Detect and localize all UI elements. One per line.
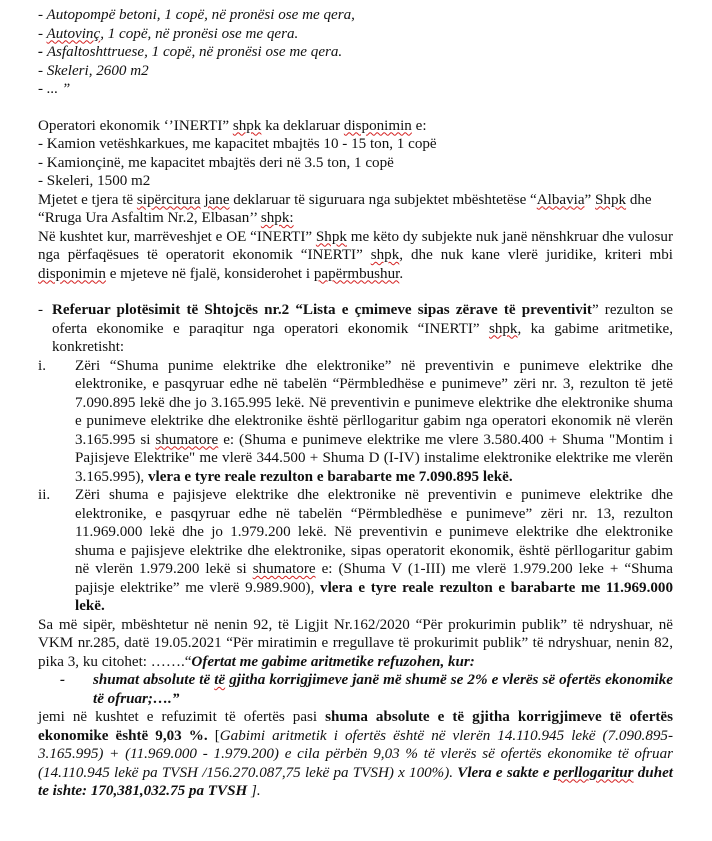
list-dash: - [38, 62, 47, 79]
spellcheck-word: të [214, 672, 226, 688]
declared-intro [38, 117, 673, 136]
text: Sa më sipër, mbështetur në nenin 92, të Ligjit Nr.162/2020 “Për prokurimin publik” të ndryshuar, në VKM nr.285, datë 19.05.2021 “Për miratimin e rregullave të prokurimit publik” të ndryshuar, nenin 82, pika 3, ku citohet: …….“ [38, 616, 673, 670]
text: Mjetet e tjera të [38, 191, 137, 208]
spellcheck-word: sipërcitura [136, 191, 201, 208]
text: e mjeteve në fjalë, konsiderohet i [105, 265, 314, 282]
declared-item: - Kamionçinë, me kapacitet mbajtës deri në 3.5 ton, 1 copë [38, 154, 394, 171]
text: , ka gabime aritmetike, konkretisht: [52, 320, 673, 355]
item-text: , 1 copë, në pronësi ose me qera. [100, 25, 299, 42]
text: Në kushtet kur, marrëveshjet e OE “INERTI” [38, 228, 316, 245]
text: deklaruar të siguruara nga subjektet mbështetëse “ [229, 191, 537, 208]
spellcheck-word: Autovinç [46, 25, 101, 42]
spellcheck-word: perllogaritur [553, 764, 634, 781]
text: dhe “Rruga Ura Asfaltim Nr.2, Elbasan’’ [38, 191, 652, 226]
text: ” [584, 191, 596, 208]
list-dash: - [38, 302, 44, 318]
item-text: Autopompë betoni, 1 copë, në pronësi ose me qera, [46, 7, 355, 23]
item-i [38, 357, 673, 487]
text: Operatori ekonomik ‘’INERTI” [38, 117, 233, 134]
document-page [38, 6, 673, 801]
declared-item: - Skeleri, 1500 m2 [38, 173, 151, 189]
equipment-item [38, 6, 673, 25]
italic-text: Gabimi aritmetik i ofertës është në vlerën 14.110.945 lekë (7.090.895-3.165.995) + (11.969.000 - 1.979.200) e cila përbën 9,03 % të vlerës së ofertës ekonomike të ofruar (14.110.945 lekë pa TVSH /156.270.087,75 lekë pa TVSH) x 100%). [38, 727, 673, 781]
bold-text: vlera e tyre reale rezulton e barabarte me 7.090.895 lekë. [147, 468, 513, 485]
bold-text: shuma absolute e të gjitha korrigjimeve të ofertës ekonomike është 9,03 %. [38, 709, 673, 744]
text: Zëri shuma e pajisjeve elektrike dhe elektronike në preventivin e punimeve elektrike dhe elektronike, e pasqyruar edhe në tabelën “Përmbledhëse e punimeve” zëri nr. 13, rezulton 11.969.000 lekë dhe jo 1.979.200 lekë. Në preventivin e punimeve elektrike dhe elektronike shuma e pajisjeve elektrike dhe elektronike, sipas operatorit ekonomik, është përllogaritur gabim në vlerën 1.979.200 lekë si [75, 487, 673, 577]
bold-italic-text: duhet te ishte: 170,381,032.75 pa TVSH [38, 764, 673, 799]
conditions-paragraph [38, 228, 673, 284]
spellcheck-word: shpk: [260, 210, 294, 226]
spellcheck-word: Shpk [595, 191, 627, 208]
equipment-item [38, 62, 673, 81]
text: me këto dy subjekte nuk janë nënshkruar dhe vulosur nga përfaqësues të operatorit ekonomik “INERTI” [38, 228, 673, 263]
declared-item: - Kamion vetëshkarkues, me kapacitet mbajtës 10 - 15 ton, 1 copë [38, 136, 437, 152]
declared-section [38, 117, 673, 284]
quoted-condition [38, 671, 673, 708]
spellcheck-word: shumatore [155, 431, 219, 448]
bold-italic-text: Vlera e sakte e [457, 764, 554, 781]
roman-numeral: i. [38, 357, 46, 374]
text: , dhe nuk kane vlerë juridike, kriteri mbi [399, 247, 673, 263]
list-dash: - [38, 81, 47, 97]
text: shumat absolute të [93, 672, 215, 688]
text: Zëri “Shuma punime elektrike dhe elektronike” në preventivin e punimeve elektrike dhe elektronike, e pasqyruar edhe në tabelën “Përmbledhëse e punimeve” zëri nr. 3, rezulton të jetë 7.090.895 lekë dhe jo 3.165.995 lekë. Në preventivin e punimeve elektrike dhe elektronike shuma e punimeve elektrike dhe elektronike është përllogaritur gabim nga operatori ekonomik në vlerën 3.165.995 si [75, 357, 673, 448]
text: gjitha korrigjimeve janë më shumë se 2% e vlerës së ofertës ekonomike të ofruar;….” [93, 672, 673, 707]
text: ka deklaruar [261, 117, 344, 134]
item-ii [38, 486, 673, 616]
text: . [399, 265, 404, 282]
equipment-list [38, 6, 673, 99]
equipment-item [38, 43, 673, 62]
item-text: Skeleri, 2600 m2 [46, 62, 149, 79]
bold-italic-text: Ofertat me gabime aritmetike refuzohen, kur: [191, 653, 475, 670]
spellcheck-word: jane [204, 191, 230, 208]
roman-numeral: ii. [38, 487, 51, 503]
spellcheck-word: Shpk [315, 228, 347, 245]
spellcheck-word: shumatore [252, 561, 316, 577]
bold-text: vlera e tyre reale rezulton e barabarte me 11.969.000 lekë. [75, 579, 673, 614]
list-dash: - [38, 44, 47, 60]
text: e: (Shuma V (1-III) me vlerë 1.979.200 leke + “Shuma pajisje elektrike” me vlerë 9.989.900), [75, 561, 673, 596]
text: e: [411, 117, 427, 134]
spellcheck-word: disponimin [343, 117, 412, 134]
bold-text: Referuar plotësimit të Shtojcës nr.2 “Lista e çmimeve sipas zërave të preventivit [52, 302, 592, 318]
text: [ [207, 727, 220, 744]
equipment-item [38, 25, 673, 44]
list-dash: - [38, 25, 47, 42]
text: e: (Shuma e punimeve elektrike me vlere 3.580.400 + Shuma "Montim i Pajisjeve Elektrike" me vlerë 344.500 + Shuma D (I-IV) instalime elektronike elektrike me vlerën 3.165.995) [75, 431, 673, 485]
item-text: Asfaltoshttruese, 1 copë, në pronësi ose me qera. [46, 44, 343, 60]
referuar-paragraph [38, 301, 673, 357]
spellcheck-word: shpk [232, 117, 262, 134]
conclusion-paragraph [38, 708, 673, 801]
spellcheck-word: shpk [488, 320, 518, 337]
text: ” rezulton se oferta ekonomike e paraqitur nga operatori ekonomik “INERTI” [52, 302, 673, 337]
spellcheck-word: shpk [370, 247, 400, 263]
spellcheck-word: papërmbushur [313, 265, 400, 282]
legal-paragraph [38, 616, 673, 672]
spellcheck-word: disponimin [38, 265, 106, 282]
spellcheck-word: Albavia [536, 191, 585, 208]
other-equipment-paragraph [38, 191, 673, 228]
text: , [140, 468, 148, 485]
list-dash: - [38, 7, 47, 23]
list-dash: - [60, 672, 66, 688]
italic-text: ]. [247, 783, 261, 799]
text: jemi në kushtet e refuzimit të ofertës pasi [38, 709, 326, 725]
equipment-item [38, 80, 673, 99]
item-text: ... ” [46, 81, 71, 97]
